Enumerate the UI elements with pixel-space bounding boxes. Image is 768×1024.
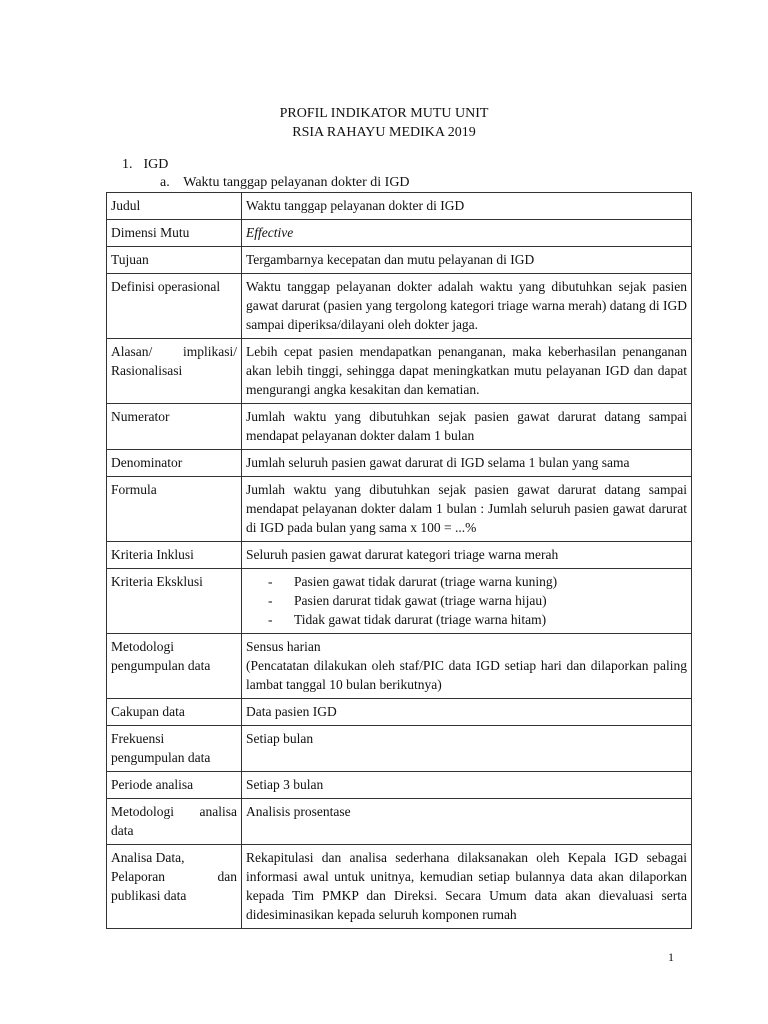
subsection-label: Waktu tanggap pelayanan dokter di IGD [183,175,410,190]
section-heading [122,157,168,173]
row-value [242,569,692,634]
section-number: 1. [122,157,133,172]
row-label [107,634,242,699]
row-frekuensi [107,726,692,772]
row-value: Jumlah waktu yang dibutuhkan sejak pasien gawat darurat datang sampai mendapat pelayanan dokter dalam 1 bulan : Jumlah seluruh pasien gawat darurat di IGD pada bulan yang sama x 100 = ...% [242,477,692,542]
row-label: Denominator [107,450,242,477]
label-line: data [111,823,134,838]
label-line: pengumpulan data [111,658,211,673]
row-label [107,726,242,772]
row-label: Kriteria Inklusi [107,542,242,569]
list-item: - Tidak gawat tidak darurat (triage warna hitam) [268,610,687,629]
row-cakupan [107,699,692,726]
row-value: Waktu tanggap pelayanan dokter di IGD [242,193,692,220]
row-alasan [107,339,692,404]
label-line: Rasionalisasi [111,363,183,378]
row-formula [107,477,692,542]
row-label: Tujuan [107,247,242,274]
subsection-heading [160,175,410,191]
row-label: Judul [107,193,242,220]
page-number: 1 [668,950,674,964]
row-judul [107,193,692,220]
label-line: Pelaporan dan [111,869,237,884]
row-inklusi [107,542,692,569]
row-metodologi-analisa [107,799,692,845]
label-line: Alasan/ implikasi/ [111,344,237,359]
row-value: Analisis prosentase [242,799,692,845]
list-item: - Pasien gawat tidak darurat (triage warna kuning) [268,572,687,591]
row-label: Cakupan data [107,699,242,726]
row-label: Periode analisa [107,772,242,799]
row-value: Rekapitulasi dan analisa sederhana dilaksanakan oleh Kepala IGD sebagai informasi awal untuk unitnya, kemudian setiap bulannya data akan dilaporkan kepada Tim PMKP dan Direksi. Secara Umum data akan dievaluasi serta didesiminasikan kepada seluruh komponen rumah [242,845,692,929]
row-value: Seluruh pasien gawat darurat kategori triage warna merah [242,542,692,569]
row-dimensi [107,220,692,247]
indicator-table [106,192,692,929]
label-line: Metodologi [111,639,174,654]
row-label: Kriteria Eksklusi [107,569,242,634]
row-value: Jumlah seluruh pasien gawat darurat di IGD selama 1 bulan yang sama [242,450,692,477]
row-analisa [107,845,692,929]
row-value: Lebih cepat pasien mendapatkan penanganan, maka keberhasilan penanganan akan lebih tinggi, sehingga dapat meningkatkan mutu pelayanan IGD dan dapat mengurangi angka kesakitan dan kematian. [242,339,692,404]
row-label: Formula [107,477,242,542]
label-line: Analisa Data, [111,850,185,865]
row-denominator [107,450,692,477]
row-label: Numerator [107,404,242,450]
row-definisi [107,274,692,339]
section-label: IGD [143,157,169,172]
row-value: Setiap 3 bulan [242,772,692,799]
row-value: Jumlah waktu yang dibutuhkan sejak pasien gawat darurat datang sampai mendapat pelayanan dokter dalam 1 bulan [242,404,692,450]
row-label: Dimensi Mutu [107,220,242,247]
document-title: PROFIL INDIKATOR MUTU UNIT [279,106,489,121]
value-line: (Pencatatan dilakukan oleh staf/PIC data IGD setiap hari dan dilaporkan paling lambat tanggal 10 bulan berikutnya) [246,658,687,692]
row-label [107,339,242,404]
label-line: Metodologi analisa [111,804,237,819]
label-line: Frekuensi [111,731,165,746]
row-label [107,799,242,845]
row-label [107,845,242,929]
row-value: Waktu tanggap pelayanan dokter adalah waktu yang dibutuhkan sejak pasien gawat darurat (pasien yang tergolong kategori triage warna merah) datang di IGD sampai diperiksa/dilayani oleh dokter jaga. [242,274,692,339]
row-value [242,220,692,247]
row-eksklusi [107,569,692,634]
label-line: pengumpulan data [111,750,211,765]
subsection-letter: a. [160,175,170,190]
dimensi-value: Effective [246,225,294,240]
row-periode [107,772,692,799]
row-numerator [107,404,692,450]
row-value: Tergambarnya kecepatan dan mutu pelayanan di IGD [242,247,692,274]
row-metodologi [107,634,692,699]
exclusion-list [246,572,687,629]
row-value: Data pasien IGD [242,699,692,726]
value-line: Sensus harian [246,639,321,654]
row-value [242,634,692,699]
row-label: Definisi operasional [107,274,242,339]
document-subtitle: RSIA RAHAYU MEDIKA 2019 [292,125,476,140]
row-value: Setiap bulan [242,726,692,772]
row-tujuan [107,247,692,274]
list-item: - Pasien darurat tidak gawat (triage warna hijau) [268,591,687,610]
label-line: publikasi data [111,888,187,903]
